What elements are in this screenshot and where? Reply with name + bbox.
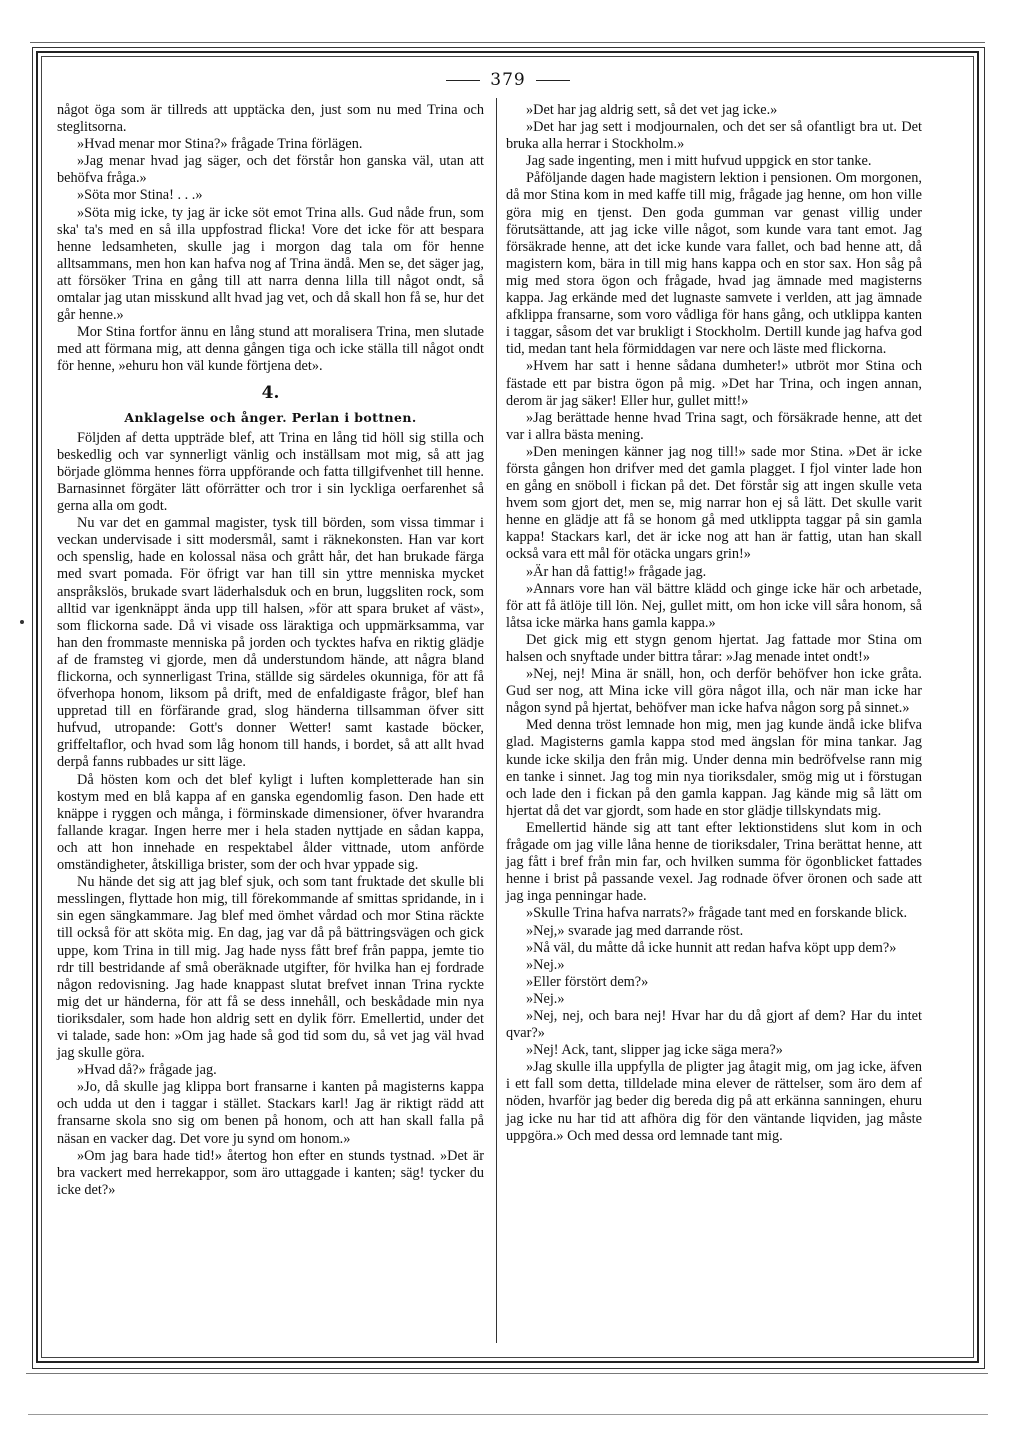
paragraph: »Nej, nej, och bara nej! Hvar har du då gjort af dem? Har du intet qvar?»: [506, 1007, 922, 1042]
paragraph: »Om jag bara hade tid!» återtog hon efter en stunds tystnad. »Det är bra vackert med herrekappor, som äro uttaggade i kanten; säg! tycker du icke det?»: [57, 1147, 484, 1198]
paragraph: »Jag menar hvad jag säger, och det förstår hon ganska väl, utan att behöfva fråga.»: [57, 153, 484, 187]
section-number: 4.: [261, 382, 280, 403]
paragraph: »Nå väl, du måtte då icke hunnit att redan hafva köpt upp dem?»: [526, 939, 897, 956]
paragraph: Det gick mig ett stygn genom hjertat. Jag fattade mor Stina om halsen och snyftade under bittra tårar: »Jag menade intet ondt!»: [506, 631, 922, 665]
paragraph: »Hvad då?» frågade jag.: [77, 1062, 217, 1079]
right-column: [506, 102, 922, 1145]
page-number-header: [380, 70, 636, 90]
paragraph: »Den meningen känner jag nog till!» sade mor Stina. »Det är icke första gången hon drifver med det gamla plagget. I fjol vinter lade hon en gång en snöboll i fickan på det. Det förstår sig att ingen skulle veta hvem som gjort det, men se, mig narrar hon ej så lätt. Det skulle varit henne en glädje att få se honom gå med utklippta taggar på sin gamla kappa! Stackars karl, det är icke nog att han är fattig, utan han skall också vara ett mål för otäcka ungars grin!»: [506, 443, 922, 563]
paragraph: »Jo, då skulle jag klippa bort fransarne i kanten på magisterns kappa och udda ut den i taggar i stället. Stackars karl! Jag är riktigt rädd att fransarne skola sno sig om benen på honom, och att han skall falla på näsan en vacker dag. Det vore ju synd om honom.»: [57, 1079, 484, 1147]
column-divider: [496, 98, 497, 1343]
paragraph: »Nej, nej! Mina är snäll, hon, och derför behöfver hon icke gråta. Gud ser nog, att Mina icke vill göra något illa, och när man icke har någon synd på hjertat, behöfver man icke hafva någon sorg på sinnet.»: [506, 666, 922, 717]
paragraph: »Nej.»: [526, 956, 565, 973]
paragraph: »Nej! Ack, tant, slipper jag icke säga mera?»: [526, 1042, 783, 1059]
paragraph: Jag sade ingenting, men i mitt hufvud uppgick en stor tanke.: [526, 153, 872, 170]
page-number: 379: [490, 70, 526, 90]
bottom-rule: [26, 1373, 988, 1374]
paragraph: Med denna tröst lemnade hon mig, men jag kunde ändå icke blifva glad. Magisterns gamla kappa stod med ängslan för mina tankar. Jag kunde icke skilja den från mig. Under denna min bedröfvelse rann mig en tanke i sinnet. Jag tog min nya tioriksdaler, smög mig ut i förstugan och lade den i fickan på den gamla kappan. Jag kände mig så lätt om hjertat då det var gjordt, som hade en stor glädje tillskyndats mig.: [506, 717, 922, 819]
paragraph: »Skulle Trina hafva narrats?» frågade tant med en forskande blick.: [526, 905, 908, 922]
paragraph: »Nej.»: [526, 990, 565, 1007]
paragraph: Mor Stina fortfor ännu en lång stund att moralisera Trina, men slutade med att förmana mig, att denna gången tiga och icke ställa till något ondt för henne, »ehuru hon väl kunde förtjena det».: [57, 324, 484, 375]
top-rule: [30, 42, 985, 43]
bottom-rule-lower: [28, 1414, 988, 1415]
paragraph: »Annars vore han väl bättre klädd och ginge icke här och arbetade, för att få ätlöje till lön. Nej, gullet mitt, om hon icke vill såra honom, så låtsa icke märka hans gamla kappa.»: [506, 580, 922, 631]
margin-mark: [20, 620, 24, 624]
header-dash-right: [536, 80, 570, 81]
paragraph: Emellertid hände sig att tant efter lektionstidens slut kom in och frågade om jag ville låna henne de tioriksdaler, Trina berättat henne, att jag fått i bref från min far, och hvilken summa för ögonblicket fattades henne i brist på passande vexel. Jag rodnade öfver öronen och sade att jag inga penningar hade.: [506, 819, 922, 905]
paragraph: »Jag berättade henne hvad Trina sagt, och försäkrade henne, att det var i allra bästa mening.: [506, 409, 922, 443]
paragraph: Följden af detta uppträde blef, att Trina en lång tid höll sig stilla och beskedlig och var synnerligt vänlig och inställsam mot mig, så att jag började glömma hennes förra uppförande och fatta tillgifvenhet till henne. Barnasinnet förgäter lätt oförrätter och tror i sin lyckliga oerfarenhet så gerna alla om godt.: [57, 429, 484, 515]
paragraph: Då hösten kom och det blef kyligt i luften kompletterade han sin kostym med en blå kappa af en ganska egendomlig fason. Den hade ett knäppe i ryggen och många, i förminskade dimensioner, öfver hvarandra fallande kragar. Ingen herre mer i hela staden nyttjade en sådan kappa, och att hon innehade en respektabel ålder vittnade, utom anförde omständigheter, åtskilliga brister, som der och hvar yppade sig.: [57, 771, 484, 874]
paragraph: Påföljande dagen hade magistern lektion i pensionen. Om morgonen, då mor Stina kom in med kaffe till mig, frågade jag henne, om hon ville göra mig en tjenst. Den goda gumman var genast villig under förutsättande, att jag icke ville något, som kunde vara tant emot. Jag försäkrade henne, att det icke kunde vara fallet, och bad henne att, då magistern kom, bära in till mig hans kappa och en stor sax. Hon såg på mig med stora ögon och frågade, hvad jag ämnade med magisterns kappa. Jag erkände med det lugnaste samvete i verlden, att jag ämnade afklippa fransarne, som voro vådliga för hans gång, och utklippa kanten i taggar, såsom det var brukligt i Stockholm. Dertill kunde jag hafva god tid, medan tant hela förmiddagen var nere och läste med flickorna.: [506, 170, 922, 358]
paragraph: »Söta mig icke, ty jag är icke söt emot Trina alls. Gud nåde frun, som ska' ta's med en så illa uppfostrad flicka! Vore det icke för att bespara henne ledsamheten, skulle jag i morgon dag tala om för henne alltsammans, men hon kan hafva nog af Trina ändå. Men se, det säger jag, att försöker Trina en gång till att narra denna lilla till något ondt, så omtalar jag utan misskund allt hvad jag vet, och då skall hon få se, hur det går henne.»: [57, 204, 484, 324]
paragraph: Nu hände det sig att jag blef sjuk, och som tant fruktade det skulle bli messlingen, flyttade hon mig, till förekommande af smittas spridande, in i sin egen sängkammare. Jag blef med ömhet vårdad och mor Stina räckte till också för att sköta mig. En dag, jag var då på bättringsvägen och gick uppe, kom Trina in till mig. Jag hade nyss fått bref från pappa, jemte tio rdr till bestridande af små oberäknade utgifter, för hvilka han ej fordrade någon redovisning. Jag hade knappast slutat brefvet innan Trina ryckte mig det ur händerna, för att få se dess innehåll, och beskådade min nya tioriksdaler, som hade hon aldrig sett en dylik förr. Emellertid, under det vi talade, sade hon: »Om jag hade så god tid som du, så vet jag väl hvad jag skulle göra.: [57, 874, 484, 1062]
paragraph: »Det har jag sett i modjournalen, och det ser så ofantligt bra ut. Det bruka alla herrar i Stockholm.»: [506, 119, 922, 153]
paragraph: Nu var det en gammal magister, tysk till börden, som vissa timmar i veckan undervisade i sitt modersmål, samt i räknekonsten. Han var kort och spenslig, hade en kolossal näsa och grått hår, det han brukade färga med svart pomada. För öfrigt var han till sin yttre menniska mycket anspråkslös, brukade svart läderhalsduk och en brun, luggsliten rock, som alltid var igenknäppt ända upp till halsen, »för att spara bruket af väst», som flickorna sade. Då vi visade oss läraktiga och uppmärksamma, var han den frommaste menniska på jorden och tycktes hafva en riktig glädje af de framsteg vi gjorde, men då understundom hände, att några bland flickorna, och synnerligast Trina, ställde sig särdeles okunniga, för att få öfverhopa honom, liksom på drift, med de enfaldigaste frågor, blef han uppretad till en förfärande grad, slog händerna tillsamman öfver sitt hufvud, utropande: Gott's donner Wetter! samt kastade böcker, griffeltaflor, och hvad som låg honom till hands, i bordet, så att allt hvad derpå fanns rubbades ur sitt läge.: [57, 515, 484, 771]
paragraph: »Hvem har satt i henne sådana dumheter!» utbröt mor Stina och fästade ett par bistra ögon på mig. »Det har Trina, och ingen annan, derom är jag säker! Eller hur, gullet mitt!»: [506, 358, 922, 409]
header-dash-left: [446, 80, 480, 81]
paragraph: »Är han då fattig!» frågade jag.: [526, 563, 707, 580]
paragraph: »Eller förstört dem?»: [526, 973, 649, 990]
paragraph: något öga som är tillreds att upptäcka den, just som nu med Trina och steglitsorna.: [57, 102, 484, 136]
paragraph: »Hvad menar mor Stina?» frågade Trina förlägen.: [77, 136, 363, 153]
section-title: Anklagelse och ånger. Perlan i bottnen.: [124, 409, 417, 425]
paragraph: »Det har jag aldrig sett, så det vet jag icke.»: [526, 102, 778, 118]
paragraph: »Jag skulle illa uppfylla de pligter jag åtagit mig, om jag icke, äfven i ett fall som detta, tilldelade mina elever de rättelser, som äro dem af nöden, hvarför jag beder dig bereda dig på att erkänna sanningen, ehuru jag icke nu har tid att afhöra dig för den väntande liqviden, jag måste uppgöra.» Och med dessa ord lemnade tant mig.: [506, 1059, 922, 1144]
paragraph: »Nej,» svarade jag med darrande röst.: [526, 922, 744, 939]
paragraph: »Söta mor Stina! . . .»: [77, 187, 203, 204]
left-column: [57, 102, 484, 1199]
